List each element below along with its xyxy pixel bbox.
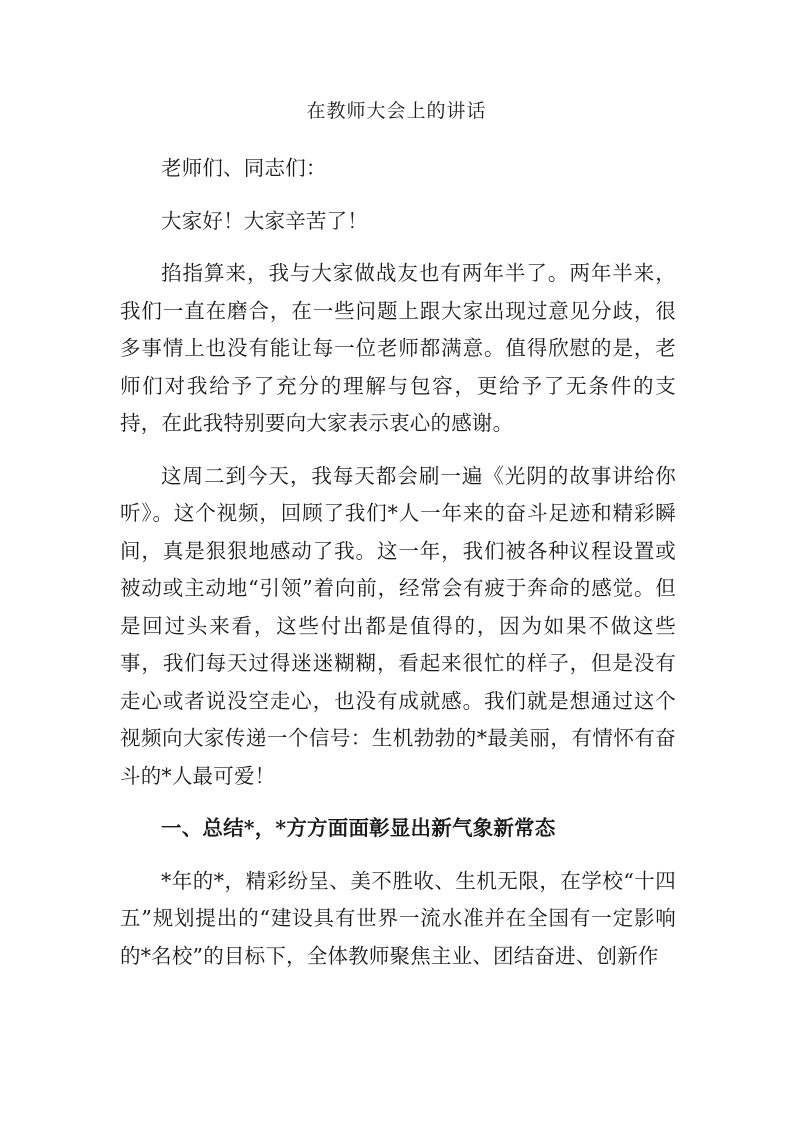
section-heading-1: 一、总结*，*方方面面彰显出新气象新常态 [161, 816, 556, 840]
document-body [120, 150, 676, 990]
document-title: 在教师大会上的讲话 [306, 100, 487, 122]
paragraph-3: *年的*，精彩纷呈、美不胜收、生机无限，在学校“十四五”规划提出的“建设具有世界一流水准并在全国有一定影响的*名校”的目标下，全体教师聚焦主业、团结奋进、创新作 [120, 868, 676, 968]
paragraph-2: 这周二到今天，我每天都会刷一遍《光阴的故事讲给你听》。这个视频，回顾了我们*人一年来的奋斗足迹和精彩瞬间，真是狠狠地感动了我。这一年，我们被各种议程设置或被动或主动地“引领”着向前，经常会有疲于奔命的感觉。但是回过头来看，这些付出都是值得的，因为如果不做这些事，我们每天过得迷迷糊糊，看起来很忙的样子，但是没有走心或者说没空走心，也没有成就感。我们就是想通过这个视频向大家传递一个信号：生机勃勃的*最美丽，有情怀有奋斗的*人最可爱！ [120, 463, 676, 788]
salutation: 老师们、同志们： [161, 156, 327, 180]
greeting: 大家好！大家辛苦了！ [161, 208, 368, 233]
paragraph-1: 掐指算来，我与大家做战友也有两年半了。两年半来，我们一直在磨合，在一些问题上跟大家出现过意见分歧，很多事情上也没有能让每一位老师都满意。值得欣慰的是，老师们对我给予了充分的理解与包容，更给予了无条件的支持，在此我特别要向大家表示衷心的感谢。 [120, 261, 676, 435]
